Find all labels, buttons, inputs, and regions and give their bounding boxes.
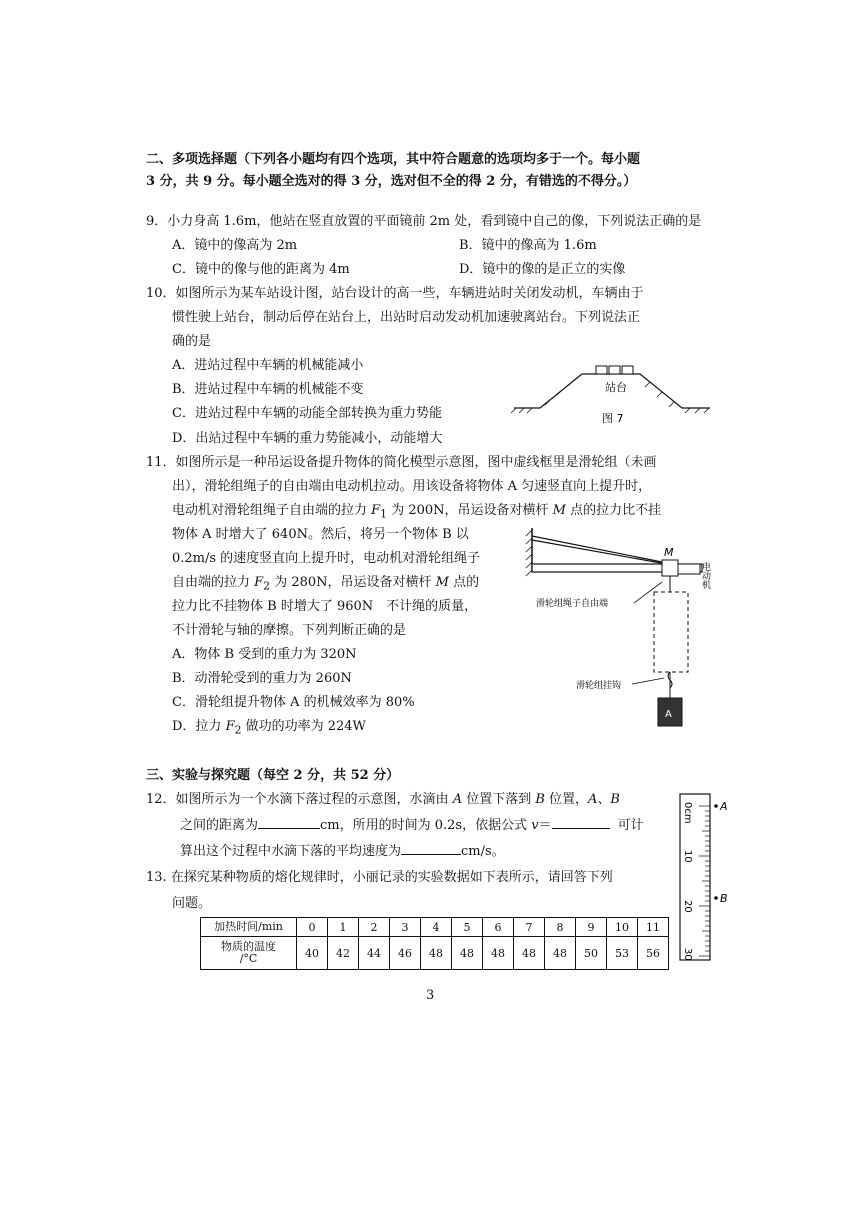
table-cell: 40 xyxy=(297,937,328,970)
distance-answer-blank[interactable] xyxy=(258,816,320,829)
q12-line2-part1: 之间的距离为 xyxy=(180,818,259,833)
q12-line1 xyxy=(146,788,620,807)
table-cell: 46 xyxy=(390,937,421,970)
ruler-label-30: 30 xyxy=(682,948,693,961)
ruler-label-0cm: 0cm xyxy=(682,802,693,824)
droplet-a xyxy=(714,804,718,808)
table-cell: 48 xyxy=(514,937,545,970)
table-cell: 2 xyxy=(359,918,390,937)
symbol-f2: F xyxy=(254,575,264,590)
symbol-f1: F xyxy=(371,503,381,518)
symbol-ab: A、B xyxy=(588,792,620,807)
table-cell: 48 xyxy=(545,937,576,970)
table-cell: 9 xyxy=(576,918,607,937)
q11-option-c: C．滑轮组提升物体 A 的机械效率为 80% xyxy=(172,695,415,710)
speed-answer-blank[interactable] xyxy=(401,842,461,855)
q10-stem-line1: 10．如图所示为某车站设计图，站台设计的高一些，车辆进站时关闭发动机，车辆由于 xyxy=(146,286,644,301)
q12-line2 xyxy=(180,814,644,833)
q11-option-a: A．物体 B 受到的重力为 320N xyxy=(172,647,357,662)
table-cell: 50 xyxy=(576,937,607,970)
station-figure xyxy=(510,360,720,430)
label-hook: 滑轮组挂钩 xyxy=(576,681,622,691)
q12-line1-part3: 位置， xyxy=(544,792,589,807)
hoist-figure xyxy=(522,520,732,740)
platform-label: 站台 xyxy=(605,381,627,394)
q13-line2: 问题。 xyxy=(172,896,212,911)
symbol-f1-sub: 1 xyxy=(380,507,388,521)
q11-option-d-part1: D．拉力 xyxy=(172,719,226,734)
symbol-f2: F xyxy=(225,719,235,734)
wall-hatching xyxy=(526,530,532,576)
symbol-b: B xyxy=(535,792,545,807)
q10-stem-line2: 惯性驶上站台，制动后停在站台上，出站时启动发动机加速驶离站台。下列说法正 xyxy=(172,310,641,325)
section2-heading-line1: 二、多项选择题（下列各小题均有四个选项，其中符合题意的选项均多于一个。每小题 xyxy=(146,152,641,167)
q10-option-d: D．出站过程中车辆的重力势能减小，动能增大 xyxy=(172,431,443,446)
table-cell: 1 xyxy=(328,918,359,937)
q11-line6 xyxy=(172,571,479,593)
q11-line6-part2: 为 280N，吊运设备对横杆 xyxy=(270,575,436,590)
table-cell: 48 xyxy=(483,937,514,970)
table-header-time: 加热时间/min xyxy=(201,918,297,937)
symbol-a: A xyxy=(452,792,463,807)
table-cell: 6 xyxy=(483,918,514,937)
section3-heading: 三、实验与探究题（每空 2 分，共 52 分） xyxy=(146,768,400,783)
q11-line8: 不计滑轮与轴的摩擦。下列判断正确的是 xyxy=(172,623,407,638)
q11-option-d xyxy=(172,715,366,737)
q12-line2-part2: cm，所用的时间为 0.2s，依据公式 xyxy=(320,818,532,833)
ruler-label-10: 10 xyxy=(682,850,693,863)
table-cell: 42 xyxy=(328,937,359,970)
table-cell: 11 xyxy=(638,918,669,937)
q11-option-d-part2: 做功的功率为 224W xyxy=(241,719,366,734)
table-cell: 10 xyxy=(607,918,638,937)
label-m: M xyxy=(664,546,674,559)
q11-line3-part1: 电动机对滑轮组绳子自由端的拉力 xyxy=(172,503,372,518)
q12-line3 xyxy=(180,840,505,859)
ruler-figure xyxy=(672,790,742,966)
table-cell: 7 xyxy=(514,918,545,937)
droplet-b xyxy=(714,896,718,900)
table-cell: 48 xyxy=(452,937,483,970)
table-cell: 4 xyxy=(421,918,452,937)
equals-sign: ＝ xyxy=(538,818,552,833)
table-row-time xyxy=(201,918,669,937)
table-cell: 44 xyxy=(359,937,390,970)
q11-line5: 0.2m/s 的速度竖直向上提升时，电动机对滑轮组绳子 xyxy=(172,551,481,566)
q13-line1: 13. 在探究某种物质的熔化规律时，小丽记录的实验数据如下表所示，请回答下列 xyxy=(146,870,613,885)
q12-line3-part2: cm/s。 xyxy=(461,844,505,859)
q10-stem-line3: 确的是 xyxy=(172,334,212,349)
label-free-end: 滑轮组绳子自由端 xyxy=(536,599,609,609)
temp-header-line2: /°C xyxy=(239,952,258,965)
q9-option-a: A．镜中的像高为 2m xyxy=(172,238,298,253)
symbol-f2-sub: 2 xyxy=(234,723,242,737)
q10-option-b: B．进站过程中车辆的机械能不变 xyxy=(172,382,364,397)
symbol-v: v xyxy=(531,818,539,833)
platform-railcars xyxy=(596,366,633,374)
table-cell: 8 xyxy=(545,918,576,937)
q11-line6-part1: 自由端的拉力 xyxy=(172,575,255,590)
q12-line2-part3: 可计 xyxy=(617,818,644,833)
q9-stem: 9．小力身高 1.6m，他站在竖直放置的平面镜前 2m 处，看到镜中自己的像，下列说法正确的是 xyxy=(146,214,702,229)
q9-option-d: D．镜中的像的是正立的实像 xyxy=(459,262,626,277)
q10-option-c: C．进站过程中车辆的动能全部转换为重力势能 xyxy=(172,406,442,421)
q11-line1: 11．如图所示是一种吊运设备提升物体的简化模型示意图，图中虚线框里是滑轮组（未画 xyxy=(146,455,657,470)
table-cell: 48 xyxy=(421,937,452,970)
table-cell: 3 xyxy=(390,918,421,937)
table-row-temperature xyxy=(201,937,669,970)
q11-line3-part2: 为 200N，吊运设备对横杆 xyxy=(387,503,553,518)
q11-line6-part3: 点的 xyxy=(448,575,480,590)
q9-option-c: C．镜中的像与他的距离为 4m xyxy=(172,262,350,277)
label-point-b: B xyxy=(720,892,728,905)
figure7-caption: 图 7 xyxy=(602,412,624,425)
q11-option-b: B．动滑轮受到的重力为 260N xyxy=(172,671,352,686)
pulley-dashed-box xyxy=(654,592,688,672)
label-a: A xyxy=(665,709,672,720)
symbol-f2-sub: 2 xyxy=(263,579,271,593)
table-cell: 53 xyxy=(607,937,638,970)
label-motor: 电动机 xyxy=(700,562,710,589)
hook-pointer xyxy=(632,678,664,684)
table-cell: 0 xyxy=(297,918,328,937)
q9-option-b: B．镜中的像高为 1.6m xyxy=(459,238,597,253)
motor-assembly xyxy=(662,560,700,592)
section2-heading-line2: 3 分，共 9 分。每小题全选对的得 3 分，选对但不全的得 2 分，有错选的不得分。） xyxy=(146,174,637,189)
q12-line3-part1: 算出这个过程中水滴下落的平均速度为 xyxy=(180,844,402,859)
q11-line2: 出），滑轮组绳子的自由端由电动机拉动。用该设备将物体 A 匀速竖直向上提升时， xyxy=(172,479,652,494)
symbol-m: M xyxy=(552,503,566,518)
q11-line4: 物体 A 时增大了 640N。然后，将另一个物体 B 以 xyxy=(172,527,469,542)
temp-header-line1: 物质的温度 xyxy=(221,940,276,953)
table-cell: 5 xyxy=(452,918,483,937)
q12-line1-part2: 位置下落到 xyxy=(462,792,536,807)
q12-line1-part1: 12．如图所示为一个水滴下落过程的示意图，水滴由 xyxy=(146,792,453,807)
q11-line3 xyxy=(172,499,661,521)
symbol-m: M xyxy=(435,575,449,590)
melting-data-table xyxy=(200,917,669,970)
formula-answer-blank[interactable] xyxy=(552,816,610,829)
ruler-label-20: 20 xyxy=(682,900,693,913)
q11-line3-part3: 点的拉力比不挂 xyxy=(565,503,662,518)
label-point-a: A xyxy=(720,800,728,813)
page-number: 3 xyxy=(426,988,435,1003)
table-header-temperature xyxy=(201,937,297,970)
table-cell: 56 xyxy=(638,937,669,970)
q11-line7: 拉力比不挂物体 B 时增大了 960N 不计绳的质量， xyxy=(172,599,478,614)
q10-option-a: A．进站过程中车辆的机械能减小 xyxy=(172,358,364,373)
